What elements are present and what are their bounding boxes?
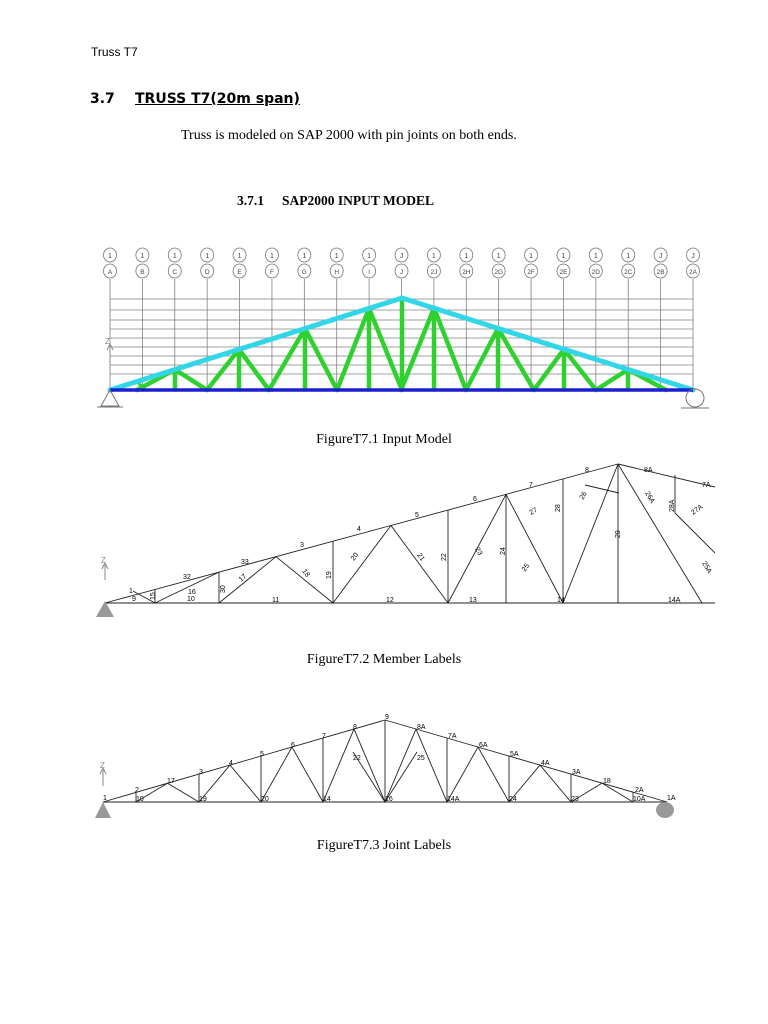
joint-label: 6A [479, 742, 488, 749]
grid-bubble-label: 1 [172, 253, 177, 260]
diagonal-member [478, 747, 509, 802]
member-label: 7 [529, 482, 533, 489]
section-number: 3.7 [90, 91, 115, 107]
member-lines [105, 464, 715, 603]
grid-bubble-label: 2G [494, 269, 504, 276]
joint-label: 8A [417, 724, 426, 731]
diagonal-member [385, 729, 416, 802]
grid-bubble-label: 1 [302, 253, 307, 260]
member-label: 14A [668, 597, 681, 604]
top-chord [385, 720, 667, 802]
grid-bubble-label: 2B [656, 269, 665, 276]
grid-bubble-label: 2F [527, 269, 535, 276]
diagonal-member [416, 729, 447, 802]
grid-bubble-label: E [237, 269, 242, 276]
member-label: 21 [415, 552, 426, 563]
top-chord [618, 464, 715, 487]
grid-bubble-label: 2H [462, 269, 471, 276]
joint-label: 17 [167, 778, 175, 785]
member-label: 26A [643, 490, 656, 505]
figure-input-model [95, 244, 715, 414]
joint-label: 5A [510, 751, 519, 758]
grid-bubble-label: B [140, 269, 145, 276]
grid-bubble-label: 2D [591, 269, 600, 276]
member-label: 13 [469, 597, 477, 604]
grid-bubble-label: 1 [140, 253, 145, 260]
member-label: 5 [415, 512, 419, 519]
grid-bubble-label: D [204, 269, 210, 276]
grid-bubble-label: 1 [561, 253, 566, 260]
web-member [175, 370, 207, 390]
subsection-number: 3.7.1 [237, 193, 264, 208]
web-member [534, 349, 564, 390]
member-label: 8A [644, 467, 653, 474]
member-label: 6 [473, 496, 477, 503]
web-member [466, 328, 498, 390]
joint-label: 4A [541, 760, 550, 767]
member-label: 27A [690, 503, 705, 517]
diagonal-member [261, 747, 292, 802]
joint-label-layer [103, 714, 676, 803]
grid-bubble-label: I [368, 269, 371, 276]
figure-caption-member-labels: FigureT7.2 Member Labels [306, 652, 462, 667]
member-label: 18 [300, 568, 311, 579]
subsection-heading [237, 193, 434, 209]
member-label: 24 [500, 547, 507, 555]
member-label: 22 [441, 553, 448, 561]
member-label: 27 [528, 506, 539, 517]
joint-label: 6 [291, 742, 295, 749]
joint-label: 1A [667, 795, 676, 802]
top-chord [110, 298, 402, 390]
subsection-title: SAP2000 INPUT MODEL [282, 193, 435, 208]
joint-label: 2A [635, 787, 644, 794]
diagonal-member [585, 485, 619, 493]
grid-bubble-label: 1 [269, 253, 274, 260]
member-label: 25 [520, 562, 532, 574]
diagonal-member [675, 513, 715, 553]
joint-label: 24 [509, 796, 517, 803]
grid-bubble-label: 2A [689, 269, 697, 276]
joint-label: 23 [571, 796, 579, 803]
web-member [337, 308, 369, 390]
member-label: 17 [237, 573, 249, 584]
grid-bubble-label: 2J [430, 269, 438, 276]
figure-caption-input-model: FigureT7.1 Input Model [316, 432, 452, 447]
grid-bubble-label: C [172, 269, 178, 276]
member-label: 15 [150, 592, 157, 600]
joint-label: 8 [353, 724, 357, 731]
member-label: 33 [241, 559, 249, 566]
axis-indicator [100, 761, 106, 786]
diagonal-member [354, 729, 385, 802]
joint-label: 1 [103, 795, 107, 802]
grid-bubble-label: 1 [626, 253, 631, 260]
diagonal-member [385, 752, 417, 802]
member-label: 4 [357, 526, 361, 533]
joint-label: 7A [448, 733, 457, 740]
grid-bubble-label: 1 [431, 253, 436, 260]
web-member [239, 349, 269, 390]
figure-member-labels [95, 455, 715, 625]
joint-label: 5 [260, 751, 264, 758]
grid-bubble-label: 1 [237, 253, 242, 260]
web-member [369, 308, 402, 390]
joint-label: 10A [633, 796, 646, 803]
member-label: 19 [326, 571, 333, 579]
diagonal-member [540, 765, 571, 802]
section-title: TRUSS T7(20m span) [135, 91, 300, 107]
member-label: 1 [129, 588, 133, 595]
grid-bubble-label: J [658, 253, 663, 260]
joint-label: 9 [385, 714, 389, 721]
svg-text:Z: Z [105, 337, 110, 346]
member-label: 8 [585, 467, 589, 474]
svg-text:Z: Z [101, 556, 106, 565]
joint-label: 25 [417, 755, 425, 762]
joint-label: 16 [385, 796, 393, 803]
member-label: 25A [700, 560, 713, 575]
joint-label: 2 [135, 787, 139, 794]
member-label: 7A [702, 482, 711, 489]
diagonal-member [602, 783, 633, 802]
grid-bubble-label: 1 [464, 253, 469, 260]
diagonal-member [447, 747, 478, 802]
member-label: 9 [132, 596, 136, 603]
grid-bubble-label: A [107, 269, 113, 276]
grid-bubbles [104, 248, 700, 278]
grid-bubble-label: 1 [108, 253, 112, 260]
diagonal-member [563, 464, 618, 603]
member-label: 3 [300, 542, 304, 549]
grid-bubble-label: G [301, 269, 307, 276]
svg-text:Z: Z [100, 761, 105, 770]
member-label: 28A [669, 499, 676, 512]
joint-label: 10 [136, 796, 144, 803]
joint-label: 14 [323, 796, 331, 803]
grid-bubble-label: 2C [624, 269, 633, 276]
grid-bubble-label: 2E [559, 269, 568, 276]
member-label: 28 [555, 504, 562, 512]
pin-support-right [681, 389, 709, 408]
grid-bubble-label: J [399, 253, 404, 260]
grid-bubble-label: J [691, 253, 695, 260]
member-label-layer [129, 467, 713, 604]
joint-label: 4 [229, 760, 233, 767]
member-label: 20 [349, 551, 361, 563]
pin-support-left [95, 802, 111, 818]
member-label: 16 [188, 589, 196, 596]
joint-label: 7 [322, 733, 326, 740]
grid-bubble-label: 1 [496, 253, 501, 260]
diagonal-member [276, 557, 333, 603]
diagonal-member [323, 729, 354, 802]
member-label: 12 [386, 597, 394, 604]
diagonal-member [292, 747, 323, 802]
grid-bubble-label: H [334, 269, 340, 276]
joint-label: 22 [353, 755, 361, 762]
truss-model [110, 298, 693, 390]
grid-bubble-label: 1 [529, 253, 534, 260]
member-label: 26 [578, 490, 589, 501]
joint-label: 18 [603, 778, 611, 785]
joint-label: 19 [199, 796, 207, 803]
member-label: 29 [615, 530, 622, 538]
member-label: 32 [183, 574, 191, 581]
axis-indicator [101, 556, 108, 580]
diagonal-member [333, 526, 391, 603]
joint-label: 14A [447, 796, 460, 803]
grid-bubble-label: 1 [205, 253, 210, 260]
figure-caption-joint-labels: FigureT7.3 Joint Labels [316, 838, 452, 853]
figure-joint-labels [95, 708, 715, 823]
joint-label: 3A [572, 769, 581, 776]
diagonal-member [391, 526, 448, 603]
top-chord [105, 464, 618, 603]
top-chord [103, 720, 385, 802]
member-label: 14 [557, 597, 565, 604]
member-label: 30 [220, 585, 227, 593]
intro-paragraph: Truss is modeled on SAP 2000 with pin joints on both ends. [181, 128, 517, 143]
grid-bubble-label: J [399, 269, 404, 276]
grid-bubble-label: 1 [367, 253, 372, 260]
grid-bubble-label: 1 [334, 253, 339, 260]
member-label: 23 [473, 546, 484, 557]
roller-support-right [656, 802, 674, 818]
diagonal-member [230, 765, 261, 802]
grid-bubble-label: 1 [593, 253, 598, 260]
axis-indicator [105, 337, 113, 364]
member-label: 11 [272, 597, 280, 604]
grid-bubble-label: F [269, 269, 274, 276]
pin-support-left [97, 390, 123, 407]
member-label: 10 [187, 596, 195, 603]
web-member [596, 369, 628, 390]
diagonal-member [618, 464, 705, 603]
running-header: Truss T7 [91, 45, 138, 59]
diagonal-member [168, 783, 200, 802]
joint-label: 20 [261, 796, 269, 803]
joint-label: 3 [199, 769, 203, 776]
joint-truss-lines [103, 720, 667, 802]
